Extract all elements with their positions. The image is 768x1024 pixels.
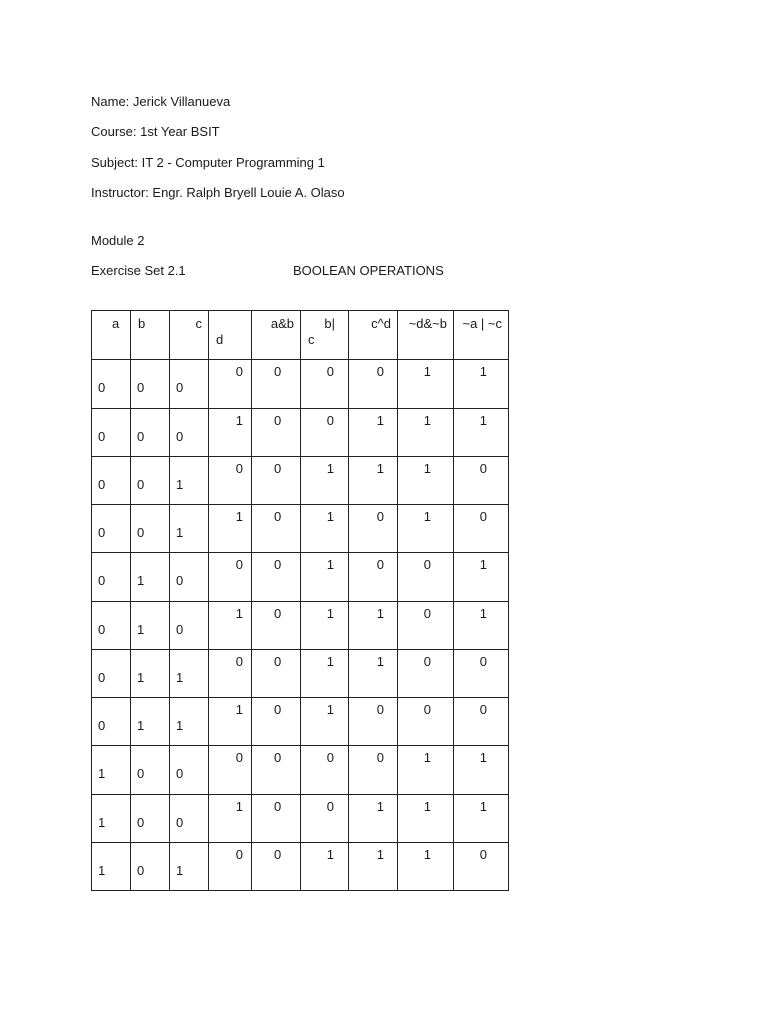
cell-a [92,650,131,698]
cell-c [170,360,209,409]
subject-line: Subject: IT 2 - Computer Programming 1 [91,155,325,170]
cell-d [209,650,252,698]
cell-d [209,409,252,457]
cell-c [170,409,209,457]
cell-not-d-and-not-b [398,650,454,698]
value-or: 1 [326,702,334,717]
cell-and [252,698,301,746]
value-not-a-or-not-c: 1 [479,799,487,814]
cell-b [131,795,170,843]
value-b: 0 [137,766,145,781]
cell-xor [349,360,398,409]
cell-a [92,505,131,553]
value-a: 0 [98,429,106,444]
cell-c [170,457,209,505]
cell-d [209,843,252,891]
table-row [92,457,509,505]
value-and: 0 [274,461,282,476]
value-and: 0 [274,799,282,814]
value-b: 0 [137,380,145,395]
value-not-d-and-not-b: 0 [423,606,431,621]
value-b: 1 [137,718,145,733]
value-not-a-or-not-c: 1 [479,364,487,379]
cell-d [209,746,252,795]
cell-or [301,457,349,505]
value-a: 0 [98,525,106,540]
value-d: 0 [235,461,243,476]
cell-b [131,698,170,746]
header-b: b [138,316,146,331]
value-not-d-and-not-b: 0 [423,702,431,717]
table-row [92,650,509,698]
table-row [92,698,509,746]
value-not-a-or-not-c: 1 [479,413,487,428]
cell-xor [349,409,398,457]
cell-not-d-and-not-b [398,602,454,650]
header-or-line1: b| [324,316,335,331]
cell-not-d-and-not-b [398,795,454,843]
value-xor: 0 [376,702,384,717]
cell-or [301,795,349,843]
cell-b [131,457,170,505]
value-a: 1 [98,766,106,781]
value-not-d-and-not-b: 1 [423,750,431,765]
value-c: 1 [176,670,184,685]
header-not-d-and-not-b: ~d&~b [408,316,447,331]
value-c: 0 [176,429,184,444]
cell-a [92,602,131,650]
value-d: 1 [235,413,243,428]
cell-a [92,360,131,409]
cell-a [92,795,131,843]
value-not-d-and-not-b: 1 [423,413,431,428]
value-not-a-or-not-c: 1 [479,750,487,765]
table-row [92,553,509,602]
cell-not-a-or-not-c [454,553,509,602]
cell-xor [349,553,398,602]
value-b: 0 [137,429,145,444]
cell-or [301,553,349,602]
cell-not-d-and-not-b [398,505,454,553]
value-a: 1 [98,815,106,830]
cell-c [170,795,209,843]
cell-c [170,843,209,891]
header-or-line2: c [308,332,315,347]
value-xor: 1 [376,799,384,814]
cell-not-a-or-not-c [454,360,509,409]
value-xor: 1 [376,413,384,428]
value-xor: 1 [376,847,384,862]
value-d: 1 [235,799,243,814]
cell-not-a-or-not-c [454,505,509,553]
value-not-d-and-not-b: 0 [423,654,431,669]
header-cell-d [209,311,252,360]
table-row [92,746,509,795]
value-c: 0 [176,622,184,637]
value-or: 1 [326,606,334,621]
value-not-d-and-not-b: 1 [423,847,431,862]
cell-c [170,698,209,746]
value-d: 0 [235,847,243,862]
cell-and [252,843,301,891]
cell-not-a-or-not-c [454,457,509,505]
cell-c [170,650,209,698]
value-a: 0 [98,622,106,637]
cell-not-d-and-not-b [398,457,454,505]
value-and: 0 [274,557,282,572]
value-xor: 1 [376,461,384,476]
value-d: 0 [235,750,243,765]
value-not-a-or-not-c: 0 [479,847,487,862]
cell-not-a-or-not-c [454,746,509,795]
exercise-label: Exercise Set 2.1 [91,263,186,278]
value-a: 0 [98,573,106,588]
header-cell-xor [349,311,398,360]
cell-not-a-or-not-c [454,650,509,698]
value-xor: 1 [376,606,384,621]
cell-and [252,409,301,457]
cell-b [131,602,170,650]
value-and: 0 [274,509,282,524]
value-xor: 0 [376,364,384,379]
cell-and [252,553,301,602]
cell-b [131,553,170,602]
value-c: 1 [176,525,184,540]
value-not-d-and-not-b: 1 [423,364,431,379]
value-b: 1 [137,573,145,588]
header-cell-b [131,311,170,360]
value-not-a-or-not-c: 0 [479,702,487,717]
value-c: 0 [176,815,184,830]
value-or: 1 [326,847,334,862]
cell-a [92,746,131,795]
header-d: d [216,332,224,347]
value-a: 0 [98,718,106,733]
value-a: 0 [98,477,106,492]
table-row [92,505,509,553]
value-and: 0 [274,750,282,765]
cell-and [252,505,301,553]
cell-a [92,409,131,457]
value-not-d-and-not-b: 1 [423,509,431,524]
value-or: 1 [326,557,334,572]
value-or: 0 [326,750,334,765]
cell-not-a-or-not-c [454,795,509,843]
cell-b [131,505,170,553]
value-not-d-and-not-b: 1 [423,461,431,476]
value-and: 0 [274,606,282,621]
value-a: 0 [98,380,106,395]
header-cell-not-d-and-not-b [398,311,454,360]
value-xor: 0 [376,509,384,524]
cell-c [170,505,209,553]
cell-not-a-or-not-c [454,409,509,457]
value-b: 1 [137,622,145,637]
cell-or [301,505,349,553]
value-not-d-and-not-b: 1 [423,799,431,814]
value-or: 0 [326,364,334,379]
cell-not-a-or-not-c [454,602,509,650]
header-a: a [112,316,120,331]
cell-xor [349,602,398,650]
value-a: 1 [98,863,106,878]
value-not-a-or-not-c: 1 [479,557,487,572]
cell-not-d-and-not-b [398,409,454,457]
instructor-line: Instructor: Engr. Ralph Bryell Louie A. Olaso [91,185,345,200]
value-and: 0 [274,654,282,669]
cell-xor [349,843,398,891]
table-header-row [92,311,509,360]
table-row [92,843,509,891]
cell-d [209,553,252,602]
value-d: 0 [235,557,243,572]
header-cell-not-a-or-not-c [454,311,509,360]
module-label: Module 2 [91,233,145,248]
document-title: BOOLEAN OPERATIONS [293,263,444,278]
cell-b [131,409,170,457]
cell-or [301,360,349,409]
value-d: 1 [235,702,243,717]
cell-not-a-or-not-c [454,843,509,891]
value-c: 1 [176,477,184,492]
value-and: 0 [274,364,282,379]
cell-or [301,650,349,698]
cell-xor [349,650,398,698]
cell-d [209,602,252,650]
value-d: 1 [235,606,243,621]
header-xor: c^d [371,316,391,331]
cell-or [301,409,349,457]
cell-or [301,698,349,746]
cell-a [92,843,131,891]
value-b: 0 [137,525,145,540]
cell-b [131,843,170,891]
cell-or [301,843,349,891]
header-cell-and [252,311,301,360]
cell-d [209,795,252,843]
cell-not-d-and-not-b [398,553,454,602]
student-name: Name: Jerick Villanueva [91,94,231,109]
cell-d [209,698,252,746]
value-xor: 0 [376,750,384,765]
value-d: 1 [235,509,243,524]
cell-and [252,360,301,409]
cell-d [209,360,252,409]
value-c: 1 [176,718,184,733]
cell-a [92,553,131,602]
value-d: 0 [235,654,243,669]
value-and: 0 [274,702,282,717]
cell-b [131,360,170,409]
cell-d [209,457,252,505]
value-c: 0 [176,380,184,395]
cell-or [301,746,349,795]
value-b: 1 [137,670,145,685]
value-not-d-and-not-b: 0 [423,557,431,572]
value-b: 0 [137,863,145,878]
cell-not-d-and-not-b [398,843,454,891]
table-row [92,602,509,650]
cell-and [252,795,301,843]
truth-table [91,310,509,891]
value-a: 0 [98,670,106,685]
value-or: 0 [326,799,334,814]
table-row [92,409,509,457]
value-xor: 1 [376,654,384,669]
value-c: 1 [176,863,184,878]
cell-b [131,650,170,698]
header-cell-c [170,311,209,360]
value-not-a-or-not-c: 1 [479,606,487,621]
cell-or [301,602,349,650]
value-c: 0 [176,573,184,588]
value-or: 1 [326,654,334,669]
value-not-a-or-not-c: 0 [479,461,487,476]
cell-xor [349,505,398,553]
value-xor: 0 [376,557,384,572]
cell-a [92,457,131,505]
cell-c [170,746,209,795]
value-b: 0 [137,815,145,830]
document-page [91,0,691,1024]
cell-not-d-and-not-b [398,360,454,409]
table-row [92,360,509,409]
header-c: c [195,316,202,331]
cell-not-d-and-not-b [398,698,454,746]
value-d: 0 [235,364,243,379]
value-and: 0 [274,413,282,428]
cell-c [170,553,209,602]
cell-xor [349,746,398,795]
value-and: 0 [274,847,282,862]
header-not-a-or-not-c: ~a | ~c [462,316,502,331]
cell-and [252,746,301,795]
value-not-a-or-not-c: 0 [479,509,487,524]
value-not-a-or-not-c: 0 [479,654,487,669]
cell-not-d-and-not-b [398,746,454,795]
cell-xor [349,795,398,843]
cell-d [209,505,252,553]
value-or: 1 [326,509,334,524]
cell-not-a-or-not-c [454,698,509,746]
value-or: 0 [326,413,334,428]
header-cell-or [301,311,349,360]
cell-b [131,746,170,795]
cell-and [252,650,301,698]
course-line: Course: 1st Year BSIT [91,124,220,139]
table-row [92,795,509,843]
cell-c [170,602,209,650]
header-and: a&b [270,316,294,331]
value-b: 0 [137,477,145,492]
cell-and [252,602,301,650]
cell-xor [349,457,398,505]
header-cell-a [92,311,131,360]
value-c: 0 [176,766,184,781]
cell-and [252,457,301,505]
cell-a [92,698,131,746]
value-or: 1 [326,461,334,476]
cell-xor [349,698,398,746]
